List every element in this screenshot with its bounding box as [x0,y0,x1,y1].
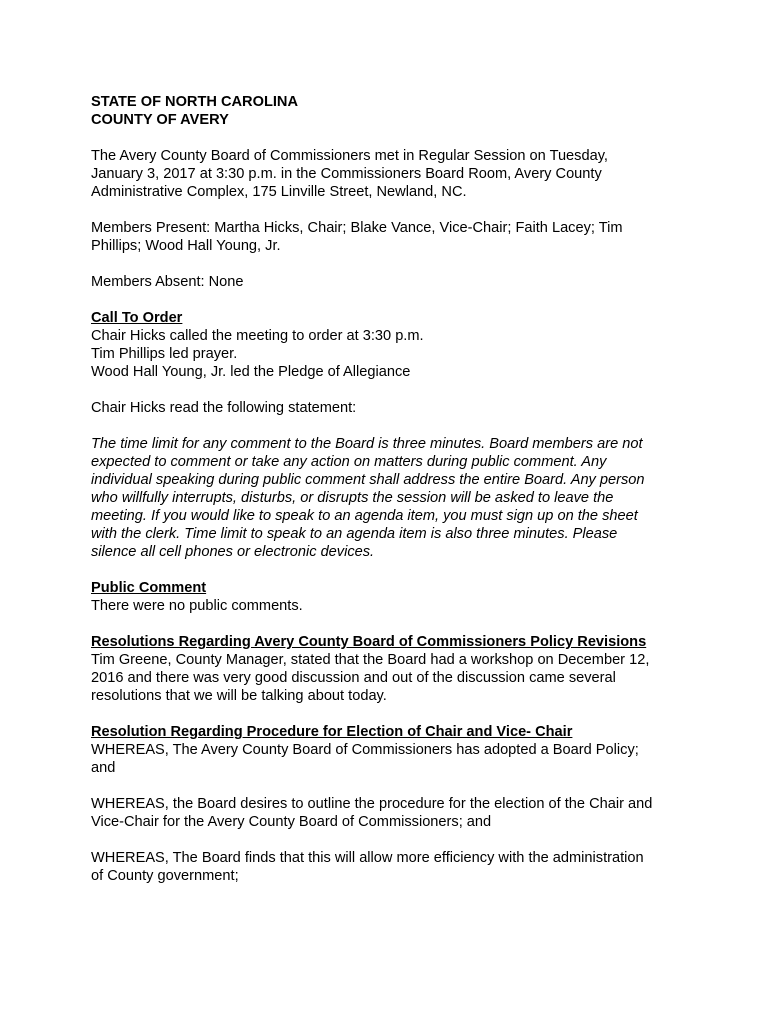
members-absent-paragraph [91,273,691,291]
text-line: and [91,760,116,776]
policy-revisions-section [91,633,691,705]
section-heading: Public Comment [91,580,207,596]
text-line: silence all cell phones or electronic devices. [91,544,375,560]
text-line: The time limit for any comment to the Board is three minutes. Board members are not [91,436,643,452]
text-line: Vice-Chair for the Avery County Board of Commissioners; and [91,814,492,830]
whereas-paragraph [91,795,691,831]
text-line: The Avery County Board of Commissioners met in Regular Session on Tuesday, [91,148,608,164]
call-to-order-section [91,309,691,381]
text-line: WHEREAS, The Avery County Board of Commissioners has adopted a Board Policy; [91,742,639,758]
text-line: Chair Hicks read the following statement: [91,400,357,416]
public-comment-section [91,579,691,615]
statement-intro-paragraph [91,399,691,417]
intro-paragraph [91,147,691,201]
text-line: Administrative Complex, 175 Linville Street, Newland, NC. [91,184,467,200]
text-line: WHEREAS, The Board finds that this will allow more efficiency with the administration [91,850,644,866]
document-page [91,93,691,903]
text-line: of County government; [91,868,239,884]
text-line: WHEREAS, the Board desires to outline the procedure for the election of the Chair and [91,796,653,812]
text-line: Phillips; Wood Hall Young, Jr. [91,238,281,254]
section-heading: Call To Order [91,310,183,326]
section-heading: Resolution Regarding Procedure for Election of Chair and Vice- Chair [91,724,573,740]
text-line: 2016 and there was very good discussion and out of the discussion came several [91,670,616,686]
section-heading: Resolutions Regarding Avery County Board of Commissioners Policy Revisions [91,634,647,650]
election-procedure-section [91,723,691,777]
text-line: Members Present: Martha Hicks, Chair; Blake Vance, Vice-Chair; Faith Lacey; Tim [91,220,623,236]
text-line: There were no public comments. [91,598,303,614]
text-line: individual speaking during public comment shall address the entire Board. Any person [91,472,645,488]
text-line: resolutions that we will be talking about today. [91,688,387,704]
whereas-paragraph [91,849,691,885]
text-line: meeting. If you would like to speak to an agenda item, you must sign up on the sheet [91,508,638,524]
text-line: who willfully interrupts, disturbs, or disrupts the session will be asked to leave the [91,490,614,506]
text-line: with the clerk. Time limit to speak to an agenda item is also three minutes. Please [91,526,618,542]
text-line: Chair Hicks called the meeting to order at 3:30 p.m. [91,328,424,344]
county-heading: COUNTY OF AVERY [91,112,229,128]
text-line: Tim Greene, County Manager, stated that the Board had a workshop on December 12, [91,652,650,668]
text-line: Members Absent: None [91,274,244,290]
document-header [91,93,691,129]
state-heading: STATE OF NORTH CAROLINA [91,94,298,110]
text-line: January 3, 2017 at 3:30 p.m. in the Commissioners Board Room, Avery County [91,166,602,182]
members-present-paragraph [91,219,691,255]
text-line: Tim Phillips led prayer. [91,346,238,362]
text-line: Wood Hall Young, Jr. led the Pledge of Allegiance [91,364,411,380]
statement-paragraph [91,435,691,561]
text-line: expected to comment or take any action on matters during public comment. Any [91,454,607,470]
